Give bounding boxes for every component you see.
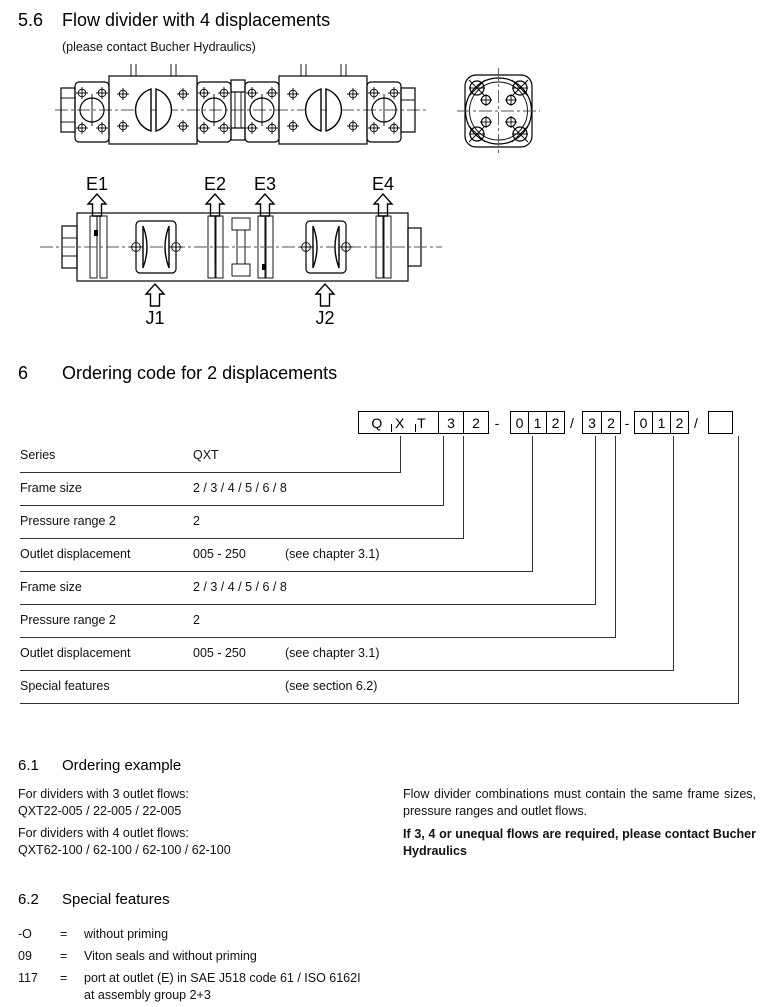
code-separator-dash: -: [494, 414, 500, 431]
row-value: QXT: [193, 448, 219, 462]
row-value: 2: [193, 613, 200, 627]
section-6-1-number: 6.1: [18, 757, 39, 774]
code-box-displacement-1b: 1: [528, 411, 547, 434]
table-row: [0, 679, 770, 696]
ordering-example-right-column: [403, 786, 756, 860]
cell-divider-tick: [415, 424, 416, 432]
leader-line: [20, 604, 596, 605]
code-box-displacement-2a: 0: [634, 411, 653, 434]
divider-body: [40, 213, 442, 281]
row-note: (see chapter 3.1): [285, 646, 380, 660]
section-5-6-title: Flow divider with 4 displacements: [62, 10, 331, 30]
table-row: [0, 646, 770, 663]
code-box-series: [358, 411, 439, 434]
equals-sign: =: [60, 971, 68, 985]
example-line: For dividers with 3 outlet flows:: [18, 787, 189, 801]
table-row: [0, 547, 770, 564]
ordering-example-left-column: [18, 786, 358, 859]
feature-code: 09: [18, 949, 32, 963]
section-6-number: 6: [18, 363, 29, 383]
combination-note: Flow divider combinations must contain the same frame sizes, pressure ranges and outlet flows.: [403, 787, 756, 818]
table-row: [0, 448, 770, 465]
feature-code: 117: [18, 971, 38, 985]
code-box-frame-size-1: 3: [438, 411, 464, 434]
divider-unit-2: [245, 64, 401, 144]
section-6-1-title: Ordering example: [62, 757, 182, 774]
row-value: 2 / 3 / 4 / 5 / 6 / 8: [193, 481, 287, 495]
inlet-arrow-j1: [146, 284, 164, 306]
feature-description: port at outlet (E) in SAE J518 code 61 / ISO 6162I: [84, 971, 361, 985]
port-label-j1: J1: [145, 308, 165, 328]
row-label: Pressure range 2: [20, 613, 116, 627]
section-5-6-number: 5.6: [18, 10, 44, 30]
contact-note: If 3, 4 or unequal flows are required, please contact Bucher Hydraulics: [403, 827, 756, 858]
flange-end-view: [457, 68, 540, 154]
code-box-displacement-1a: 0: [510, 411, 529, 434]
section-6-title: Ordering code for 2 displacements: [62, 363, 338, 383]
special-features-list: [18, 926, 578, 1007]
table-row: [0, 613, 770, 630]
port-label-e3: E3: [253, 174, 277, 194]
code-letter-t: T: [417, 414, 426, 431]
row-label: Series: [20, 448, 56, 462]
equals-sign: =: [60, 949, 68, 963]
leader-line: [20, 637, 616, 638]
leader-line: [20, 472, 401, 473]
port-label-e1: E1: [85, 174, 109, 194]
feature-description-line2: at assembly group 2+3: [84, 988, 211, 1002]
code-box-frame-size-2: 3: [582, 411, 602, 434]
example-line: For dividers with 4 outlet flows:: [18, 826, 189, 840]
code-letter-x: X: [394, 414, 405, 431]
leader-line: [20, 670, 674, 671]
table-row: [0, 481, 770, 498]
row-value: 005 - 250: [193, 547, 246, 561]
flow-divider-front-view-drawing: [55, 58, 555, 163]
code-box-displacement-2c: 2: [670, 411, 689, 434]
list-item: [18, 926, 578, 943]
section-6-2-title: Special features: [62, 891, 170, 908]
port-label-e4: E4: [371, 174, 395, 194]
row-value: 2: [193, 514, 200, 528]
section-6-2-number: 6.2: [18, 891, 39, 908]
code-separator-slash: /: [694, 414, 698, 431]
leader-line: [20, 571, 533, 572]
code-box-displacement-2b: 1: [652, 411, 671, 434]
feature-description: without priming: [84, 927, 169, 941]
row-note: (see section 6.2): [285, 679, 378, 693]
feature-code: -O: [18, 927, 32, 941]
row-label: Outlet displacement: [20, 547, 131, 561]
equals-sign: =: [60, 927, 68, 941]
row-label: Frame size: [20, 580, 82, 594]
list-item: [18, 970, 578, 1004]
code-separator-dash: -: [624, 414, 630, 431]
row-label: Outlet displacement: [20, 646, 131, 660]
code-box-pressure-1: 2: [463, 411, 489, 434]
flow-divider-port-view-drawing: [30, 168, 450, 328]
leader-line: [615, 436, 616, 637]
port-label-j2: J2: [315, 308, 335, 328]
section-5-6-note: (please contact Bucher Hydraulics): [62, 40, 256, 54]
row-label: Special features: [20, 679, 110, 693]
example-line: QXT22-005 / 22-005 / 22-005: [18, 804, 182, 818]
row-value: 2 / 3 / 4 / 5 / 6 / 8: [193, 580, 287, 594]
row-label: Frame size: [20, 481, 82, 495]
leader-line: [20, 538, 464, 539]
row-label: Pressure range 2: [20, 514, 116, 528]
divider-unit-1: [75, 64, 231, 144]
leader-line: [20, 703, 739, 704]
port-label-e2: E2: [203, 174, 227, 194]
row-note: (see chapter 3.1): [285, 547, 380, 561]
row-value: 005 - 250: [193, 646, 246, 660]
code-box-special-features: [708, 411, 733, 434]
code-separator-slash: /: [570, 414, 574, 431]
inlet-arrow-j2: [316, 284, 334, 306]
table-row: [0, 580, 770, 597]
example-line: QXT62-100 / 62-100 / 62-100 / 62-100: [18, 843, 231, 857]
feature-description: Viton seals and without priming: [84, 949, 257, 963]
cell-divider-tick: [391, 424, 392, 432]
code-box-displacement-1c: 2: [546, 411, 565, 434]
leader-line: [20, 505, 444, 506]
code-box-pressure-2: 2: [601, 411, 621, 434]
list-item: [18, 948, 578, 965]
table-row: [0, 514, 770, 531]
code-letter-q: Q: [371, 414, 383, 431]
